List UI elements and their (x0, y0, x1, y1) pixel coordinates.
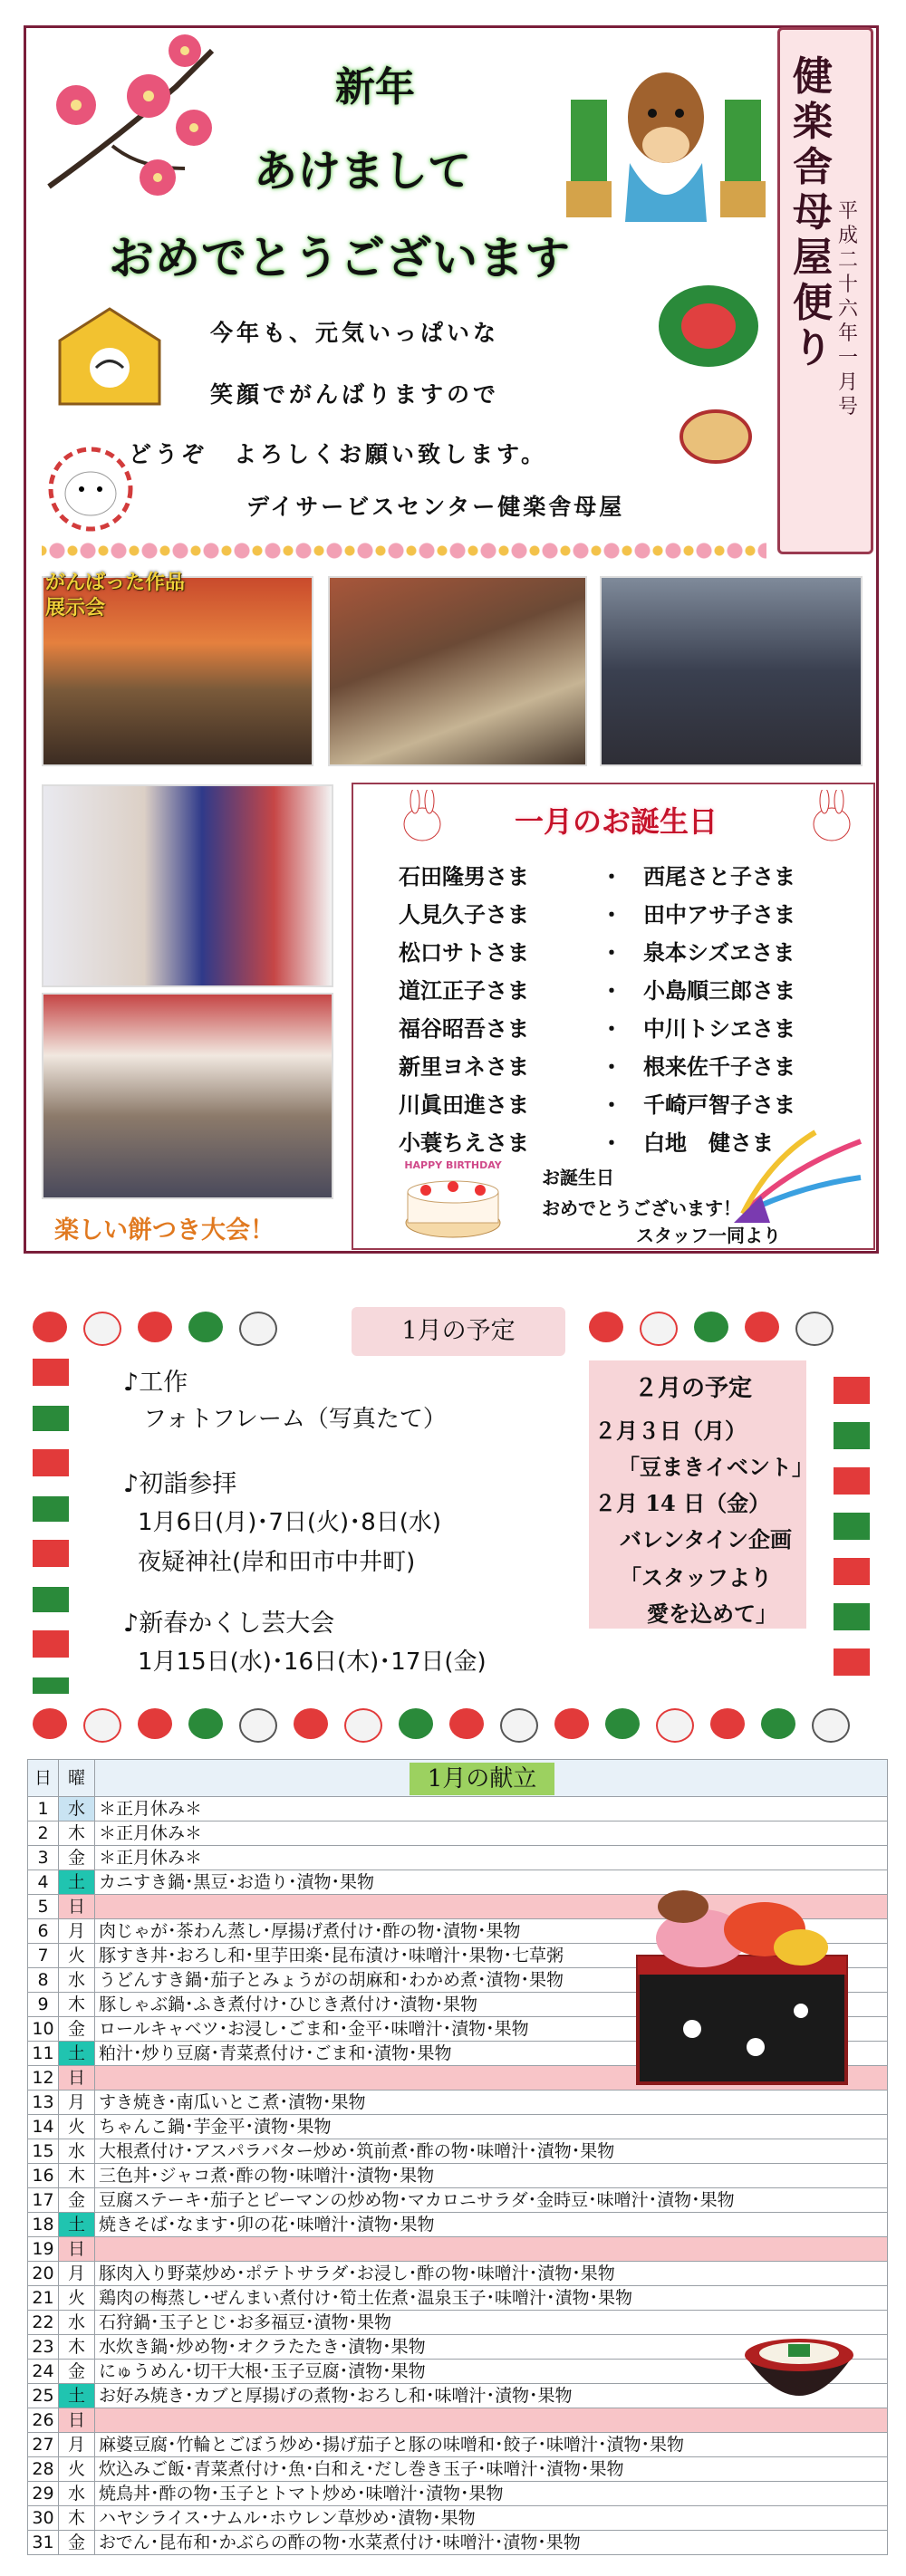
menu-day: 30 (28, 2506, 59, 2531)
message-signature: デイサービスセンター健楽舎母屋 (246, 494, 625, 520)
menu-row (28, 1821, 888, 1846)
birthday-message: お誕生日 おめでとうございます！ (542, 1167, 741, 1219)
menu-dow: 水 (59, 1968, 95, 1993)
menu-dishes: 焼鳥丼･酢の物･玉子とトマト炒め･味噌汁･漬物･果物 (95, 2482, 888, 2506)
menu-day: 10 (28, 2017, 59, 2042)
menu-day: 27 (28, 2433, 59, 2457)
menu-dishes: 石狩鍋･玉子とじ･お多福豆･漬物･果物 (95, 2311, 888, 2335)
menu-dishes: 肉じゃが･茶わん蒸し･厚揚げ煮付け･酢の物･漬物･果物 (95, 1919, 888, 1944)
birthday-row: 小蓑ちえさま ・ 白地 健さま (399, 1130, 774, 1156)
menu-day: 18 (28, 2213, 59, 2237)
birthday-heading: 一月のお誕生日 (514, 804, 718, 839)
menu-day: 11 (28, 2042, 59, 2066)
menu-day: 31 (28, 2531, 59, 2555)
february-heading: ２月の予定 (634, 1375, 753, 1402)
message-line3: どうぞ よろしくお願い致します。 (129, 441, 548, 467)
february-line: ２月３日（月） (594, 1418, 747, 1444)
menu-row (28, 1797, 888, 1821)
menu-dow: 木 (59, 2335, 95, 2360)
menu-dow: 土 (59, 2384, 95, 2408)
zoni-bowl-icon (736, 2301, 863, 2427)
drum-icon (670, 400, 761, 473)
menu-dishes: ちゃんこ鍋･芋金平･漬物･果物 (95, 2115, 888, 2139)
menu-dow: 日 (59, 2237, 95, 2262)
menu-dishes: 焼きそば･なます･卯の花･味噌汁･漬物･果物 (95, 2213, 888, 2237)
menu-dishes: 鶏肉の梅蒸し･ぜんまい煮付け･筍土佐煮･温泉玉子･味噌汁･漬物･果物 (95, 2286, 888, 2311)
photo-mochi-1 (42, 784, 333, 987)
menu-day: 17 (28, 2188, 59, 2213)
schedule-item-title: ♪工作 (123, 1369, 188, 1397)
menu-dow: 金 (59, 2531, 95, 2555)
mochi-label: 楽しい餅つき大会！ (54, 1216, 275, 1245)
menu-day: 13 (28, 2091, 59, 2115)
schedule-heading: 1月の予定 (352, 1307, 565, 1356)
menu-dishes: 炊込みご飯･青菜煮付け･魚･白和え･だし巻き玉子･味噌汁･漬物･果物 (95, 2457, 888, 2482)
menu-day: 16 (28, 2164, 59, 2188)
svg-text:HAPPY BIRTHDAY: HAPPY BIRTHDAY (404, 1159, 502, 1171)
horse-icon (562, 45, 770, 226)
menu-dishes: にゅうめん･切干大根･玉子豆腐･漬物･果物 (95, 2360, 888, 2384)
menu-day: 4 (28, 1870, 59, 1895)
menu-dow: 土 (59, 2042, 95, 2066)
rabbit-icon (395, 790, 449, 844)
february-line: 愛を込めて」 (647, 1600, 777, 1627)
greeting-akemashite: あけまして (254, 146, 472, 197)
menu-dow: 月 (59, 1919, 95, 1944)
menu-dishes: 水炊き鍋･炒め物･オクラたたき･漬物･果物 (95, 2335, 888, 2360)
menu-col-dow: 曜 (59, 1760, 95, 1797)
maneki-neko-icon (33, 1359, 69, 1694)
menu-row (28, 2164, 888, 2188)
message-line2: 笑顔でがんばりますので (210, 381, 500, 408)
february-line: ２月 14 日（金） (594, 1490, 771, 1516)
plum-blossom-icon (40, 33, 221, 214)
menu-day: 28 (28, 2457, 59, 2482)
photo-group (600, 576, 863, 766)
menu-day: 5 (28, 1895, 59, 1919)
menu-dishes: おでん･昆布和･かぶらの酢の物･水菜煮付け･味噌汁･漬物･果物 (95, 2531, 888, 2555)
menu-day: 20 (28, 2262, 59, 2286)
menu-day: 12 (28, 2066, 59, 2091)
birthday-row: 人見久子さま ・ 田中アサ子さま (399, 902, 795, 928)
birthday-row: 道江正子さま ・ 小島順三郎さま (399, 978, 795, 1004)
menu-dishes: カニすき鍋･黒豆･お造り･漬物･果物 (95, 1870, 888, 1895)
menu-dishes: ＊正月休み＊ (95, 1846, 888, 1870)
birthday-row: 石田隆男さま ・ 西尾さと子さま (399, 864, 795, 889)
menu-dow: 土 (59, 2213, 95, 2237)
menu-dishes: お好み焼き･カブと厚揚げの煮物･おろし和･味噌汁･漬物･果物 (95, 2384, 888, 2408)
menu-dishes: 豚すき丼･おろし和･里芋田楽･昆布漬け･味噌汁･果物･七草粥 (95, 1944, 888, 1968)
menu-dishes: 粕汁･炒り豆腐･青菜煮付け･ごま和･漬物･果物 (95, 2042, 888, 2066)
menu-dishes: ハヤシライス･ナムル･ホウレン草炒め･漬物･果物 (95, 2506, 888, 2531)
menu-day: 29 (28, 2482, 59, 2506)
schedule-item-detail: 1月6日(月)･7日(火)･8日(水) (138, 1509, 442, 1536)
newsletter-title: 健楽舎母屋便り (793, 53, 833, 371)
menu-day: 24 (28, 2360, 59, 2384)
menu-dishes: 豆腐ステーキ･茄子とピーマンの炒め物･マカロニサラダ･金時豆･味噌汁･漬物･果物 (95, 2188, 888, 2213)
menu-row (28, 2262, 888, 2286)
menu-dow: 水 (59, 1797, 95, 1821)
menu-day: 26 (28, 2408, 59, 2433)
menu-dow: 日 (59, 1895, 95, 1919)
menu-row (28, 2188, 888, 2213)
photo-mochi-2 (42, 993, 333, 1199)
party-popper-icon (734, 1123, 870, 1223)
menu-day: 6 (28, 1919, 59, 1944)
menu-dow: 土 (59, 1870, 95, 1895)
menu-dow: 木 (59, 1993, 95, 2017)
message-line1: 今年も、元気いっぱいな (210, 320, 500, 346)
menu-row (28, 2091, 888, 2115)
menu-day: 7 (28, 1944, 59, 1968)
menu-dishes (95, 2237, 888, 2262)
menu-dow: 月 (59, 2091, 95, 2115)
rabbit-icon (805, 790, 859, 844)
menu-dow: 金 (59, 1846, 95, 1870)
birthday-row: 川眞田進さま ・ 千崎戸智子さま (399, 1092, 795, 1118)
menu-dow: 火 (59, 2286, 95, 2311)
menu-dishes: うどんすき鍋･茄子とみょうがの胡麻和･わかめ煮･漬物･果物 (95, 1968, 888, 1993)
daruma-icon-row (33, 1312, 323, 1342)
schedule-item-detail: フォトフレーム（写真たて） (143, 1406, 447, 1433)
menu-row (28, 2237, 888, 2262)
menu-day: 8 (28, 1968, 59, 1993)
menu-row (28, 2457, 888, 2482)
greeting-omedetou: おめでとうございます (109, 232, 571, 284)
birthday-row: 福谷昭吾さま ・ 中川トシヱさま (399, 1016, 795, 1042)
menu-dow: 木 (59, 2506, 95, 2531)
menu-dow: 水 (59, 2482, 95, 2506)
flower-border (42, 538, 766, 563)
menu-dow: 金 (59, 2017, 95, 2042)
menu-dow: 火 (59, 2115, 95, 2139)
menu-dow: 木 (59, 1821, 95, 1846)
rabbit-icon (45, 435, 136, 534)
menu-dishes: ＊正月休み＊ (95, 1797, 888, 1821)
schedule-item-title: ♪新春かくし芸大会 (123, 1610, 335, 1638)
menu-dow: 日 (59, 2066, 95, 2091)
osechi-box-icon (629, 1866, 855, 2092)
birthday-row: 松口サトさま ・ 泉本シズヱさま (399, 940, 795, 966)
menu-dow: 火 (59, 1944, 95, 1968)
menu-dow: 火 (59, 2457, 95, 2482)
menu-row (28, 2482, 888, 2506)
menu-day: 3 (28, 1846, 59, 1870)
menu-dow: 月 (59, 2433, 95, 2457)
daruma-icon-row (33, 1708, 875, 1739)
menu-dow: 月 (59, 2262, 95, 2286)
menu-row (28, 2139, 888, 2164)
menu-day: 22 (28, 2311, 59, 2335)
menu-col-day: 日 (28, 1760, 59, 1797)
festive-box-icon (654, 281, 763, 371)
schedule-item-title: ♪初詣参拝 (123, 1470, 237, 1498)
menu-dishes: ＊正月休み＊ (95, 1821, 888, 1846)
menu-day: 9 (28, 1993, 59, 2017)
maneki-neko-icon (834, 1359, 870, 1694)
menu-dishes: 麻婆豆腐･竹輪とごぼう炒め･揚げ茄子と豚の味噌和･餃子･味噌汁･漬物･果物 (95, 2433, 888, 2457)
schedule-item-detail: 夜疑神社(岸和田市中井町) (138, 1549, 416, 1576)
birthday-row: 新里ヨネさま ・ 根来佐千子さま (399, 1054, 795, 1080)
menu-dishes: すき焼き･南瓜いとこ煮･漬物･果物 (95, 2091, 888, 2115)
menu-day: 25 (28, 2384, 59, 2408)
menu-dow: 木 (59, 2164, 95, 2188)
birthday-cake-icon (399, 1152, 507, 1243)
menu-dishes: 豚しゃぶ鍋･ふき煮付け･ひじき煮付け･漬物･果物 (95, 1993, 888, 2017)
greeting-new-year: 新年 (335, 64, 415, 111)
menu-row (28, 2531, 888, 2555)
menu-dow: 日 (59, 2408, 95, 2433)
menu-dishes: 三色丼･ジャコ煮･酢の物･味噌汁･漬物･果物 (95, 2164, 888, 2188)
birthday-sign: スタッフ一同より (636, 1225, 781, 1246)
daruma-icon-row (589, 1312, 879, 1342)
february-line: 「スタッフより (620, 1564, 772, 1591)
menu-day: 1 (28, 1797, 59, 1821)
menu-day: 23 (28, 2335, 59, 2360)
menu-row (28, 2213, 888, 2237)
menu-row (28, 2433, 888, 2457)
menu-dishes: ロールキャベツ･お浸し･ごま和･金平･味噌汁･漬物･果物 (95, 2017, 888, 2042)
menu-dow: 水 (59, 2139, 95, 2164)
photo-exhibit-2 (328, 576, 587, 766)
newsletter-issue: 平成二十六年一月号 (837, 200, 858, 418)
february-line: バレンタイン企画 (620, 1526, 792, 1552)
menu-day: 19 (28, 2237, 59, 2262)
schedule-item-detail: 1月15日(水)･16日(木)･17日(金) (138, 1648, 487, 1676)
february-line: 「豆まきイベント」 (618, 1454, 814, 1480)
menu-row (28, 2115, 888, 2139)
menu-dow: 金 (59, 2188, 95, 2213)
menu-dishes: 豚肉入り野菜炒め･ポテトサラダ･お浸し･酢の物･味噌汁･漬物･果物 (95, 2262, 888, 2286)
menu-row (28, 2506, 888, 2531)
menu-day: 21 (28, 2286, 59, 2311)
menu-day: 14 (28, 2115, 59, 2139)
menu-title: 1月の献立 (410, 1763, 554, 1795)
menu-dishes: 大根煮付け･アスパラバター炒め･筑前煮･酢の物･味噌汁･漬物･果物 (95, 2139, 888, 2164)
menu-dow: 水 (59, 2311, 95, 2335)
menu-day: 15 (28, 2139, 59, 2164)
menu-day: 2 (28, 1821, 59, 1846)
ema-plaque-icon (51, 304, 169, 413)
menu-dow: 金 (59, 2360, 95, 2384)
exhibit-label: がんばった作品展示会 (45, 572, 186, 620)
